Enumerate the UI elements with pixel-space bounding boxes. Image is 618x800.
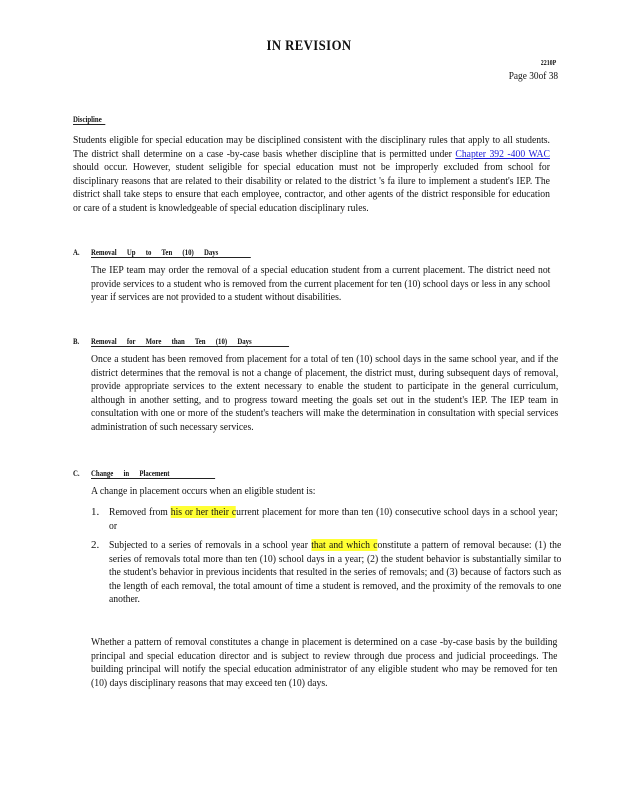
item1-text-pre: Removed from (109, 506, 171, 518)
section-a-title: Removal Up to Ten (10) Days (91, 248, 251, 258)
item2-highlighted-text: that and which c (311, 539, 378, 551)
section-a-label: A. (73, 248, 80, 257)
section-c-title: Change in Placement (91, 469, 215, 479)
page-number: Page 30of 38 (508, 70, 558, 82)
list-item-1 (109, 506, 558, 533)
list-item-1-number: 1. (91, 506, 100, 518)
section-c-label: C. (73, 469, 80, 478)
discipline-text-2: should occur. However, student seligible for special education must not be improperly excluded from school for disciplinary reasons that are related to their disability or related to the district 's fa ilure to implement a student's IEP. The district shall take steps to ensure that each employee, contractor, and other agents of the district responsible for education or care of a student is knowledgeable of special education disciplinary rules. (73, 161, 550, 214)
section-b-label: B. (73, 337, 80, 346)
item2-text-pre: Subjected to a series of removals in a school year (109, 539, 312, 551)
section-c-lead: A change in placement occurs when an eligible student is: (91, 485, 316, 497)
section-b-body: Once a student has been removed from placement for a total of ten (10) school days in the same school year, and if the district determines that the removal is not a change of placement, the district must, during subsequent days of removal, provide appropriate services to the extent necessary to enable the student to participate in the general curriculum, although in another setting, and to progress toward meeting the goals set out in the student's IEP. The IEP team in consultation with one or more of the student's teachers will make the determination in consultation with special services administration of such necessary services. (91, 353, 559, 433)
item1-text-post: urrent placement for more than ten (10) consecutive school days in a school year; or (109, 506, 558, 532)
section-b-title: Removal for More than Ten (10) Days (91, 337, 289, 347)
page-title: IN REVISION (266, 38, 352, 54)
list-item-2-number: 2. (91, 539, 100, 551)
item1-highlighted-text: his or her their c (170, 506, 237, 518)
item2-text-post: onstitute a pattern of removal because: (1) the series of removals total more than ten (10) school days in a year; (2) the student behavior is substantially similar to the student's behavior in previous incidents that resulted in the series of removals; and (3) because of factors such as the length of each removal, the total amount of time a student is removed, and the proximity of the removals to one another. (109, 539, 562, 606)
discipline-text-1: Students eligible for special education may be disciplined consistent with the disciplinary rules that apply to all students. The district shall determine on a case -by-case basis whether discipline that is permitted under (73, 134, 550, 160)
discipline-paragraph (73, 134, 550, 216)
section-c-final-paragraph: Whether a pattern of removal constitutes a change in placement is determined on a case -by-case basis by the building principal and special education director and is subject to review through due process and judicial proceedings. The building principal will notify the special education administrator of any eligible student who may be removed for ten (10) days disciplinary reasons that may exceed ten (10) days. (91, 636, 558, 689)
discipline-heading: Discipline (73, 115, 105, 125)
wac-chapter-link[interactable]: Chapter 392 -400 WAC (455, 147, 550, 160)
policy-code: 2210P (540, 59, 556, 67)
section-a-body: The IEP team may order the removal of a special education student from a current placement. The district need not provide services to a student who is removed from the current placement for ten (10) school days or less in any school year if services are not provided to a student without disabilities. (91, 264, 551, 304)
list-item-2 (109, 539, 561, 607)
